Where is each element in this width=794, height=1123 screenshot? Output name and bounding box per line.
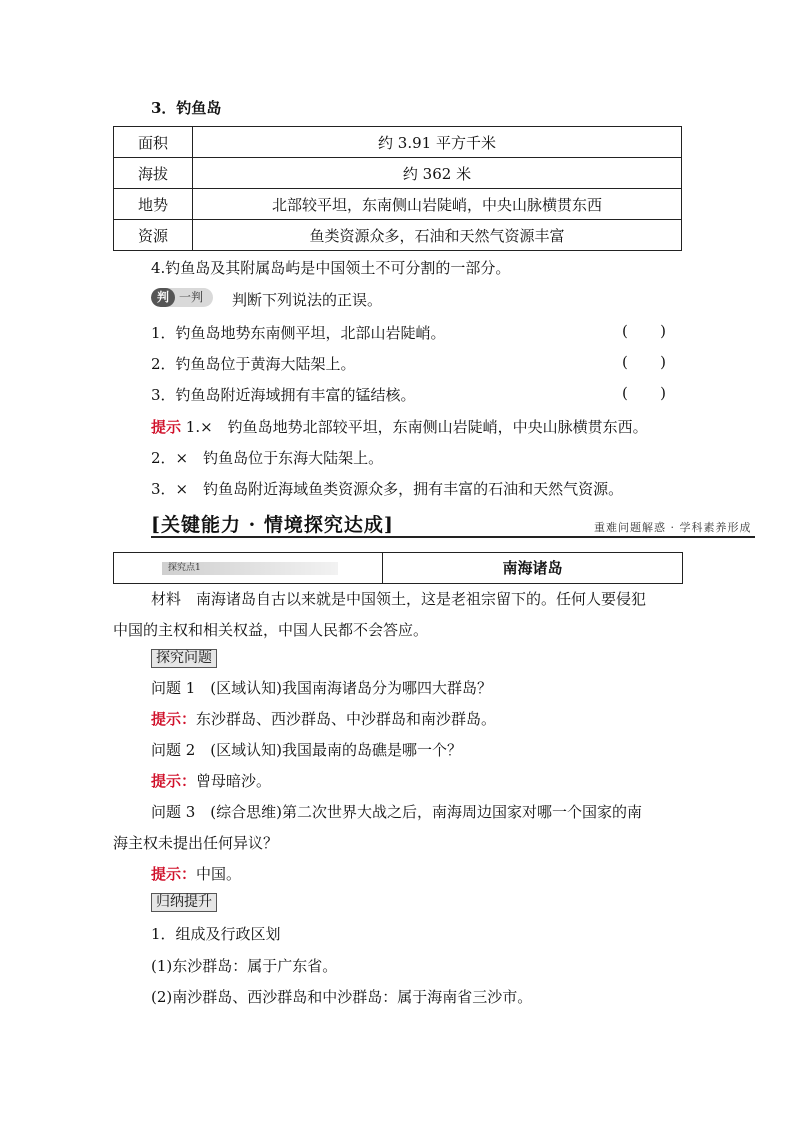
table-value: 鱼类资源众多，石油和天然气资源丰富 <box>193 220 682 251</box>
answer-blank <box>622 353 666 371</box>
hint-text: 1.× 钓鱼岛地势北部较平坦，东南侧山岩陡峭，中央山脉横贯东西。 <box>181 418 648 436</box>
judge-item: 1．钓鱼岛地势东南侧平坦，北部山岩陡峭。 <box>151 324 446 342</box>
hint-label: 提示 <box>151 418 182 436</box>
judge-instruction: 判断下列说法的正误。 <box>232 291 383 309</box>
topic-point-label: 探究点1 <box>162 562 338 575</box>
hint-label: 提示： <box>151 865 197 883</box>
paren-open: ( <box>622 353 628 371</box>
topic-box <box>113 552 683 584</box>
answer-blank <box>622 322 666 340</box>
judge-badge <box>151 288 213 307</box>
table-key: 资源 <box>114 220 193 251</box>
topic-name: 南海诸岛 <box>502 559 563 577</box>
material-line-1: 材料 南海诸岛自古以来就是中国领土，这是老祖宗留下的。任何人要侵犯 <box>151 590 647 608</box>
question-1: 问题 1 (区域认知)我国南海诸岛分为哪四大群岛？ <box>151 679 493 697</box>
paren-close: ) <box>660 322 666 340</box>
answer-3 <box>151 863 241 884</box>
summary-item-1: (1)东沙群岛：属于广东省。 <box>151 957 338 975</box>
hint-label: 提示： <box>151 710 197 728</box>
summary-heading: 1．组成及行政区划 <box>151 925 281 943</box>
table-key: 地势 <box>114 189 193 220</box>
point-4: 4.钓鱼岛及其附属岛屿是中国领土不可分割的一部分。 <box>151 259 511 277</box>
answer-text: 东沙群岛、西沙群岛、中沙群岛和南沙群岛。 <box>196 710 497 728</box>
diaoyu-info-table <box>113 126 682 251</box>
paren-open: ( <box>622 322 628 340</box>
answer-2 <box>151 770 271 791</box>
question-3: 问题 3 (综合思维)第二次世界大战之后，南海周边国家对哪一个国家的南 <box>151 803 643 821</box>
answer-1 <box>151 708 496 729</box>
topic-point <box>114 553 383 583</box>
table-key: 面积 <box>114 127 193 158</box>
material-line-2: 中国的主权和相关权益，中国人民都不会答应。 <box>113 621 429 639</box>
table-row <box>114 127 682 158</box>
summary-item-2: (2)南沙群岛、西沙群岛和中沙群岛：属于海南省三沙市。 <box>151 988 533 1006</box>
hint-label: 提示： <box>151 772 197 790</box>
table-value: 约 3.91 平方千米 <box>193 127 682 158</box>
table-row <box>114 158 682 189</box>
table-row <box>114 189 682 220</box>
table-value: 北部较平坦，东南侧山岩陡峭，中央山脉横贯东西 <box>193 189 682 220</box>
paren-open: ( <box>622 384 628 402</box>
judge-badge-sub: 一判 <box>179 290 204 304</box>
question-3-cont: 海主权未提出任何异议？ <box>113 834 279 852</box>
summary-label: 归纳提升 <box>151 893 217 912</box>
table-row <box>114 220 682 251</box>
paren-close: ) <box>660 353 666 371</box>
questions-label: 探究问题 <box>151 649 217 668</box>
hint-line-1 <box>151 416 648 437</box>
hint-line-2: 2．× 钓鱼岛位于东海大陆架上。 <box>151 449 384 467</box>
answer-blank <box>622 384 666 402</box>
hint-line-3: 3．× 钓鱼岛附近海域鱼类资源众多，拥有丰富的石油和天然气资源。 <box>151 480 624 498</box>
question-2: 问题 2 (区域认知)我国最南的岛礁是哪一个？ <box>151 741 463 759</box>
judge-badge-main: 判 <box>151 288 175 307</box>
paren-close: ) <box>660 384 666 402</box>
table-key: 海拔 <box>114 158 193 189</box>
judge-item: 3．钓鱼岛附近海域拥有丰富的锰结核。 <box>151 386 416 404</box>
answer-text: 中国。 <box>196 865 242 883</box>
judge-item: 2．钓鱼岛位于黄海大陆架上。 <box>151 355 356 373</box>
section-tag: 重难问题解惑 · 学科素养形成 <box>594 521 752 534</box>
table-value: 约 362 米 <box>193 158 682 189</box>
section-underline <box>151 536 755 538</box>
section-title: [关键能力 · 情境探究达成] <box>151 514 394 536</box>
section-3-title: 3．钓鱼岛 <box>151 99 222 117</box>
answer-text: 曾母暗沙。 <box>196 772 272 790</box>
